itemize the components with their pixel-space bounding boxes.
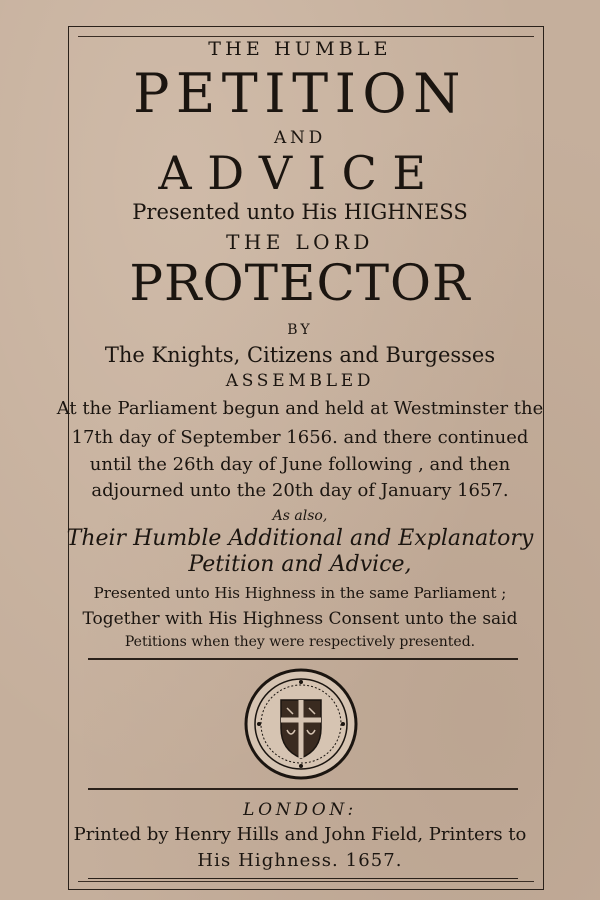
imprint-printers: Printed by Henry Hills and John Field, Printers to [73,824,527,845]
additional-line-2: Petition and Advice, [188,552,412,577]
heading-the-humble: THE HUMBLE [208,38,392,60]
heading-advice: ADVICE [158,146,442,200]
imprint-place: LONDON: [243,800,357,820]
heading-petition: PETITION [133,62,467,125]
heading-assembled: ASSEMBLED [225,371,375,391]
petitions-line: Petitions when they were respectively presented. [124,634,476,650]
heading-and: AND [273,128,326,148]
rule-upper [88,658,518,660]
commonwealth-seal-icon [244,668,358,780]
parliament-line-3: until the 26th day of June following , and then [89,454,511,475]
heading-by: BY [287,322,313,338]
rule-bottom [88,878,518,879]
rule-lower [88,788,518,790]
parliament-line-2: 17th day of September 1656. and there continued [71,427,529,448]
presented-parliament-line: Presented unto His Highness in the same Parliament ; [93,584,507,602]
parliament-line-4: adjourned unto the 20th day of January 1657. [91,480,509,501]
additional-line-1: Their Humble Additional and Explanatory [66,526,534,551]
parliament-line-1: At the Parliament begun and held at Westminster the [56,398,544,419]
consent-line: Together with His Highness Consent unto the said [82,609,518,629]
imprint-date: His Highness. 1657. [197,850,403,871]
heading-protector: PROTECTOR [129,254,471,312]
heading-the-lord: THE LORD [226,230,374,254]
presented-line: Presented unto His HIGHNESS [132,200,468,224]
as-also: As also, [272,508,328,524]
knights-line: The Knights, Citizens and Burgesses [104,343,496,367]
